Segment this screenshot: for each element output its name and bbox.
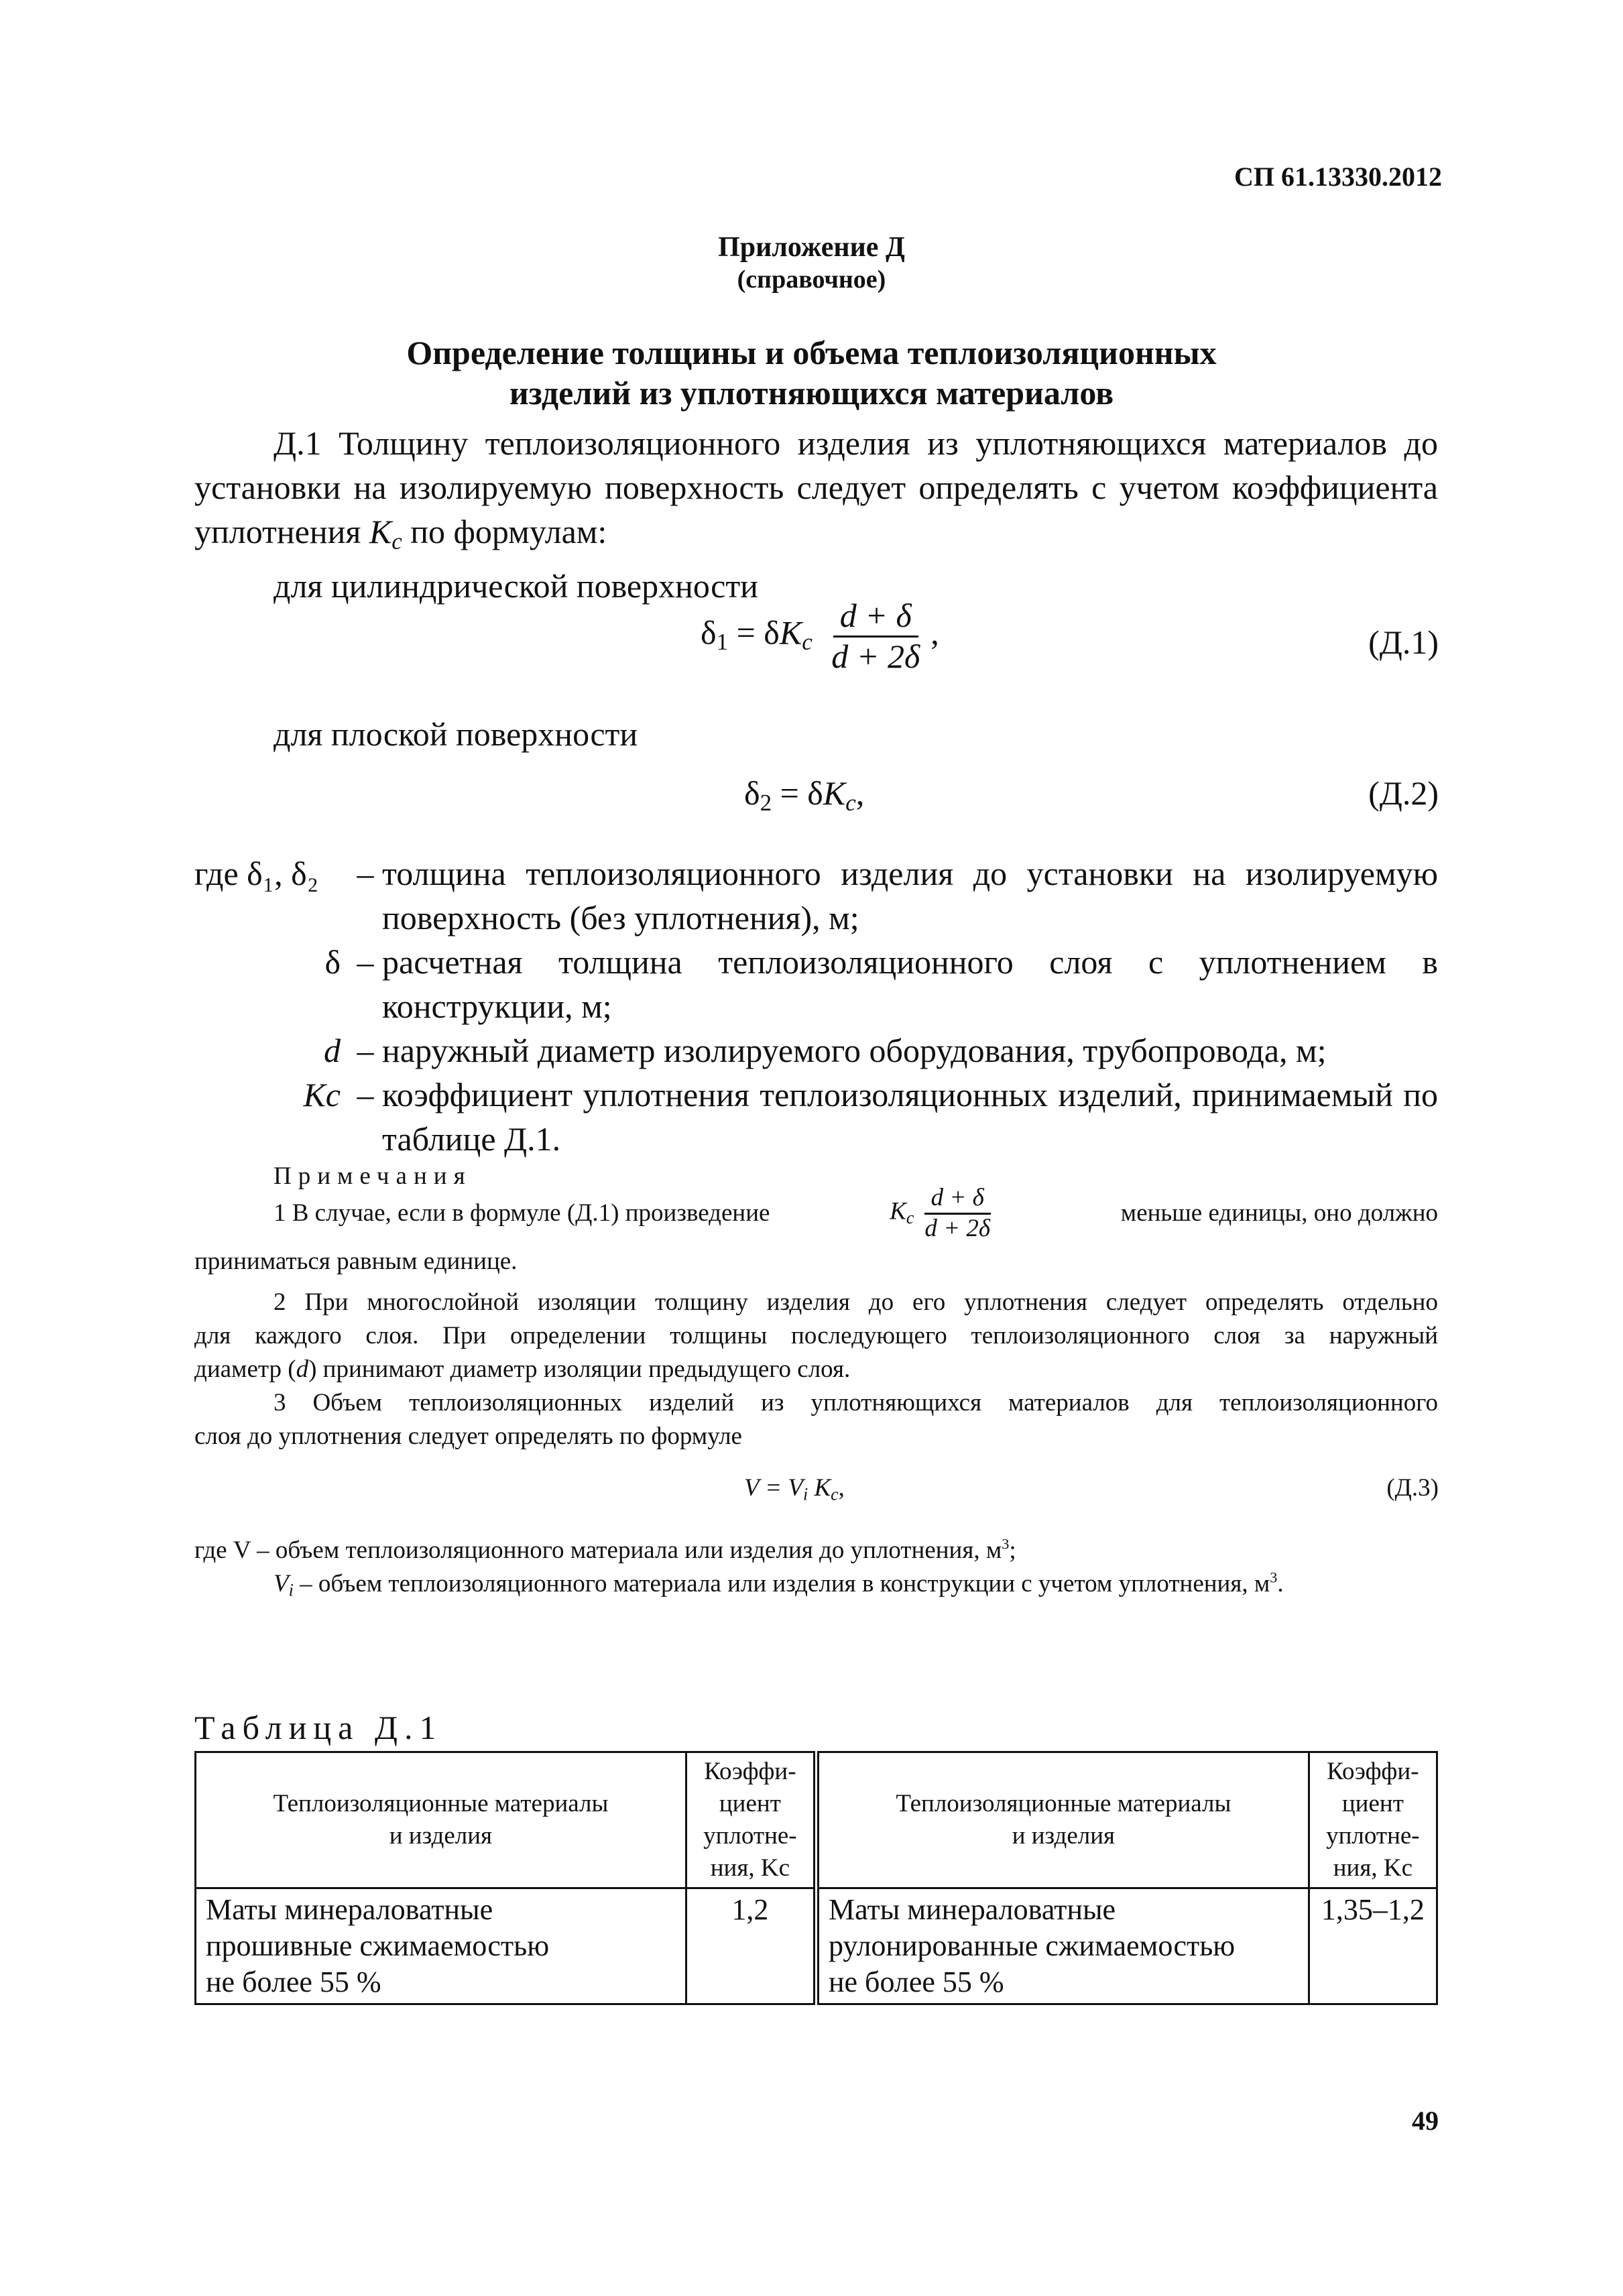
flat-label: для плоской поверхности [274,715,638,753]
definition-delta12: где δ₁, δ₂ – толщина теплоизоляционного изделия до установки на изолируемую поверхность (без уплотнения), м; [194,855,1438,936]
para1-line-2: установки на изолируемую поверхность следует определять с учетом коэффициента [194,469,1438,506]
document-code: СП 61.13330.2012 [1234,162,1442,192]
note-1-line-1: 1 В случае, если в формуле (Д.1) произведение $K_c$ $\frac{d + \delta}{d + 2\delta}$ меньше единицы, оно должно [274,1183,1438,1242]
table-header-coefficient: Коэффи- циент уплотне- ния, Kc [686,1752,816,1888]
note-2: 2 При многослойной изоляции толщину изделия до его уплотнения следует определять отдельно для каждого слоя. При определении толщины последующего теплоизоляционного слоя за наружный диаметр (d) принимают диаметр изоляции предыдущего слоя. [194,1288,1438,1383]
section-heading [0,333,1623,413]
table-cell-material: Маты минераловатные прошивные сжимаемостью не более 55 % [196,1888,686,2004]
table-cell-coefficient: 1,2 [686,1888,816,2004]
definition-d: d – наружный диаметр изолируемого оборудования, трубопровода, м; [324,1032,1327,1069]
formula-d1-number: (Д.1) [1368,623,1439,661]
para1-line-1: Д.1 Толщину теплоизоляционного изделия из уплотняющихся материалов до [274,424,1438,462]
table-caption: Таблица Д.1 [194,1709,443,1746]
para1-line-3: уплотнения $K_c$ по формулам: [194,513,607,554]
heading-line-1: Определение толщины и объема теплоизоляционных [406,334,1217,371]
definitions-list [194,851,1438,1161]
formula-d3: $V = V_i$ $K_c$, [744,1474,845,1504]
note-1-formula: $K_c$ $\frac{d + \delta}{d + 2\delta}$ [890,1183,991,1242]
formula-d1-fraction: $\frac{d + \delta}{d + 2\delta}$ [831,597,920,675]
table-header-coefficient-2: Коэффи- циент уплотне- ния, Kc [1309,1752,1437,1888]
heading-line-2: изделий из уплотняющихся материалов [509,374,1114,412]
note-3: 3 Объем теплоизоляционных изделий из уплотняющихся материалов для теплоизоляционного слоя до уплотнения следует определять по формуле [194,1389,1438,1450]
formula-d1: $\delta_1 = \delta K_c$ $\frac{d + \delta}{d + 2\delta}$ , [701,597,939,675]
note-1-line-2: приниматься равным единице. [194,1248,518,1275]
cylindrical-label: для цилиндрической поверхности [274,566,758,605]
page-number: 49 [1412,2106,1439,2136]
table-header-row [196,1752,1437,1888]
v-definition: где V – объем теплоизоляционного материала или изделия до уплотнения, $м^3$; [194,1535,1016,1564]
appendix-subtitle: (справочное) [737,265,886,294]
definition-kc: Kc – коэффициент уплотнения теплоизоляционных изделий, принимаемый по таблице Д.1. [303,1076,1438,1158]
vi-definition: $V_i$ – объем теплоизоляционного материала или изделия в конструкции с учетом уплотнения, $м^3$. [274,1569,1284,1600]
definition-delta: δ – расчетная толщина теплоизоляционного слоя с уплотнением в конструкции, м; [324,943,1438,1025]
formula-d3-number: (Д.3) [1386,1474,1439,1502]
appendix-title: Приложение Д [718,232,905,263]
formula-d2-number: (Д.2) [1368,774,1439,812]
table-header-materials-2: Теплоизоляционные материалы и изделия [816,1752,1309,1888]
table-cell-material-2: Маты минераловатные рулонированные сжимаемостью не более 55 % [816,1888,1309,2004]
table-header-materials: Теплоизоляционные материалы и изделия [196,1752,686,1888]
notes-title: Примечания [274,1162,472,1190]
note-1 [194,1183,1438,1278]
paragraph-d1 [194,421,1438,608]
table-row [196,1888,1437,2004]
table-cell-coefficient-2: 1,35–1,2 [1309,1888,1437,2004]
coefficients-table [194,1751,1438,2005]
formula-d2: $\delta_2 = \delta K_c$, [744,774,865,816]
